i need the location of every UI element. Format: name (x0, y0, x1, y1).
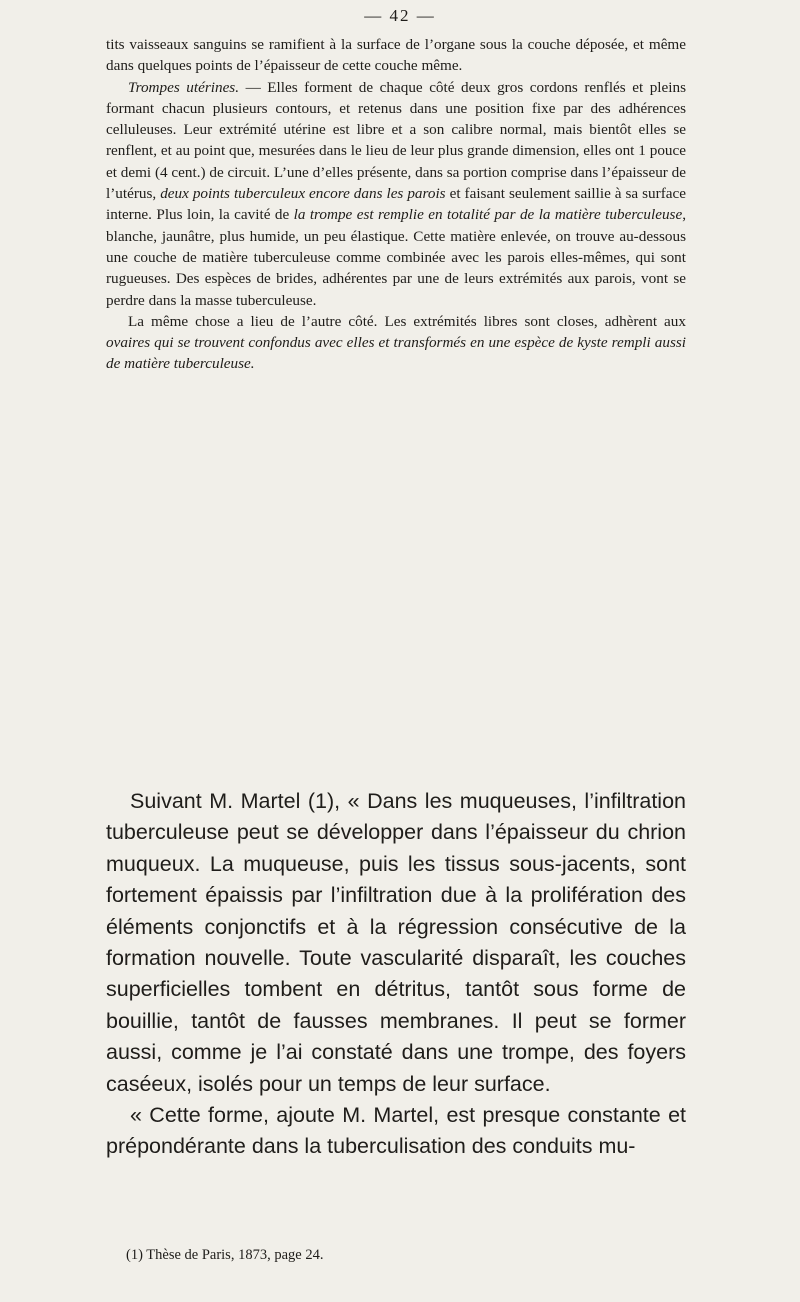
paragraph: tits vaisseaux sanguins se ramifient à la surface de l’organe sous la couche déposée, et même dans quelques points de l’épaisseur de cette couche même. (106, 36, 686, 75)
large-print-block (106, 786, 686, 1163)
section-title: Trompes utérines. (128, 78, 240, 96)
italic-run: deux points tuberculeux encore dans les parois (160, 185, 446, 203)
italic-run: la trompe est remplie en totalité par de la matière tuberculeuse (293, 206, 683, 224)
text-run: La même chose a lieu de l’autre côté. Les extrémités libres sont closes, adhèrent aux (128, 312, 686, 330)
paragraph-martel: Suivant M. Martel (1), « Dans les muqueuses, l’infiltration tuberculeuse peut se développer dans l’épaisseur du chrion muqueux. La muqueuse, puis les tissus sous-jacents, sont fortement épaissis par l’infiltration due à la prolifération des éléments conjonctifs et à la régression consécutive de la formation nouvelle. Toute vascularité disparaît, les couches superficielles tombent en détritus, tantôt sous forme de bouillie, tantôt de fausses membranes. Il peut se former aussi, comme je l’ai constaté dans une trompe, des foyers caséeux, isolés pour un temps de leur surface. (106, 789, 686, 1096)
paragraph-trompes (106, 77, 686, 311)
paragraph-quote: « Cette forme, ajoute M. Martel, est presque constante et prépondérante dans la tuberculisation des conduits mu- (106, 1103, 686, 1159)
page-number: — 42 — (364, 6, 436, 25)
small-print-block (106, 34, 686, 375)
paragraph (106, 311, 686, 375)
text-run: , blanche, jaunâtre, plus humide, un peu élastique. Cette matière enlevée, on trouve au-dessous une couche de matière tuberculeuse comme combinée avec les parois elles-mêmes, qui sont rugueuses. Des espèces de brides, adhérentes par une de leurs extrémités aux parois, vont se perdre dans la masse tuberculeuse. (106, 206, 687, 309)
text-run: et faisant seulement saillie à sa surface interne. Plus loin, la cavité de (106, 185, 686, 224)
text-run: — Elles forment de chaque côté deux gros cordons renflés et pleins formant chacun plusieurs contours, et retenus dans une position fixe par des adhérences celluleuses. Leur extrémité utérine est libre et a son calibre normal, mais bientôt elles se renflent, et au point que, mesurées dans le lieu de leur plus grande dimension, elles ont 1 pouce et demi (4 cent.) de circuit. L’une d’elles présente, dans sa portion comprise dans l’épaisseur de l’utérus, (106, 78, 686, 203)
italic-run: ovaires qui se trouvent confondus avec elles et transformés en une espèce de kyste rempli aussi de matière tuberculeuse. (106, 334, 686, 373)
footnote: (1) Thèse de Paris, 1873, page 24. (126, 1247, 324, 1263)
